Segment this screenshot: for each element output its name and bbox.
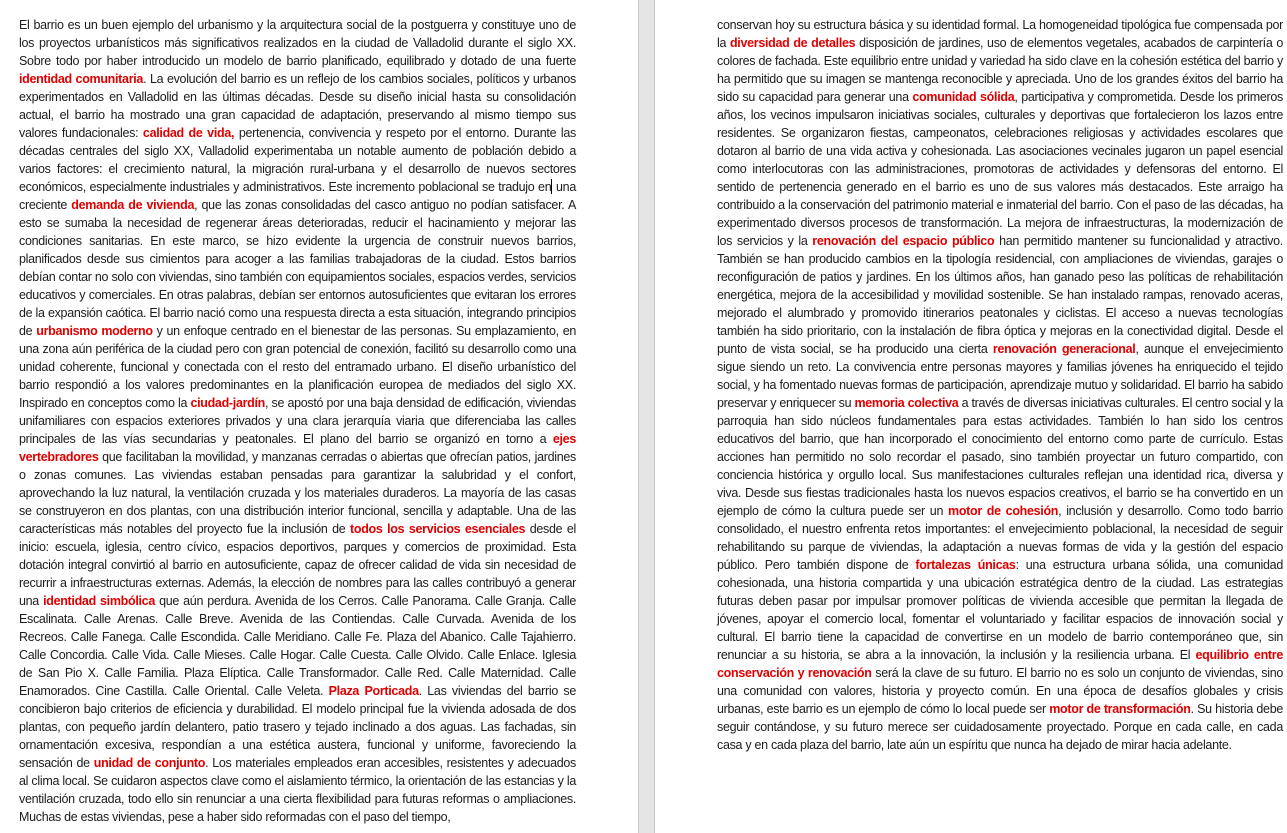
body-text: , aunque el envejecimiento sigue siendo un reto. La convivencia entre personas mayores y familias jóvenes ha enriquecido el tejido social, y ha fomentado nuevas formas de participación, aprendizaje mutuo y solidaridad. El barrio ha sabido preservar y enriquecer su xyxy=(717,342,1284,410)
highlighted-phrase: fortalezas únicas xyxy=(915,558,1016,572)
page-1-text[interactable] xyxy=(0,0,638,826)
body-text: que aún perdura. Avenida de los Cerros. Calle Panorama. Calle Granja. Calle Escalinata. Calle Arenas. Calle Breve. Avenida de las Contiendas. Calle Curvada. Avenida de los Recreos. Calle Fanega. Calle Escondida. Calle Meridiano. Calle Fe. Plaza del Abanico. Calle Tajahierro. Calle Concordia. Calle Vida. Calle Mieses. Calle Hogar. Calle Cuesta. Calle Olvido. Calle Enlace. Iglesia de San Pio X. Calle Familia. Plaza Elíptica. Calle Transformador. Calle Red. Calle Maternidad. Calle Enamorados. Cine Castilla. Calle Oriental. Calle Veleta. xyxy=(19,594,576,698)
body-text: , participativa y comprometida. Desde los primeros años, los vecinos impulsaron iniciativas sociales, culturales y deportivas que fortalecieron los lazos entre residentes. Se organizaron fiestas, campeonatos, celebraciones religiosas y actividades escolares que dotaron al barrio de una vida activa y cohesionada. Las asociaciones vecinales jugaron un papel esencial como interlocutoras con las administraciones, promotoras de actividades y defensoras del entorno. El sentido de pertenencia generado en el barrio es uno de sus valores más destacados. Este arraigo ha contribuido a la conservación del patrimonio material e inmaterial del barrio. Con el paso de las décadas, ha experimentado diversos procesos de transformación. La mejora de infraestructuras, la modernización de los servicios y la xyxy=(717,90,1283,248)
body-text: han permitido mantener su funcionalidad y atractivo. También se han producido cambios en la tipología residencial, con ampliaciones de viviendas, garajes o reconfiguración de patios y jardines. En los últimos años, han ganado peso las políticas de rehabilitación energética, mejora de la accesibilidad y movilidad sostenible. Se han instalado rampas, renovado aceras, mejorado el alumbrado y promovido itinerarios peatonales y ciclistas. El acceso a nuevas tecnologías también ha sido prioritario, con la instalación de fibra óptica y mejoras en la conectividad digital. Desde el punto de vista social, se ha producido una cierta xyxy=(717,234,1283,356)
body-text: , inclusión y desarrollo. Como todo barrio consolidado, el nuestro enfrenta retos importantes: el envejecimiento poblacional, la necesidad de seguir rehabilitando su parque de viviendas, la adaptación a nuevas formas de vida y la gestión del espacio público. Pero también dispone de xyxy=(717,504,1283,572)
body-text: pertenencia, convivencia y respeto por el entorno. Durante las décadas centrales del siglo XX, Valladolid experimentaba un notable aumento de población debido a varios factores: el crecimiento natural, la migración rural-urbana y el desarrollo de nuevos sectores económicos, especialmente industriales y administrativos. Este incremento poblacional se tradujo en xyxy=(19,126,576,194)
body-text: : una estructura urbana sólida, una comunidad cohesionada, una historia compartida y una ubicación estratégica dentro de la ciudad. Las estrategias futuras deben pasar por impulsar promover políticas de vivienda accesible que permitan la llegada de jóvenes, apoyar el comercio local, fomentar el voluntariado y facilitar espacios de innovación social y cultural. El barrio tiene la capacidad de convertirse en un modelo de barrio contemporáneo que, sin renunciar a su historia, se abra a la innovación, la inclusión y la resiliencia urbana. El xyxy=(717,558,1283,662)
body-text: desde el inicio: escuela, iglesia, centro cívico, espacios deportivos, parques y comercios de proximidad. Esta dotación integral convirtió al barrio en autosuficiente, capaz de ofrecer calidad de vida sin necesidad de recurrir a infraestructuras externas. Además, la elección de nombres para las calles contribuyó a generar una xyxy=(19,522,576,608)
body-text: . La evolución del barrio es un reflejo de los cambios sociales, políticos y urbanos experimentados en Valladolid en las últimas décadas. Desde su diseño inicial hasta su consolidación actual, el barrio ha mostrado una gran capacidad de adaptación, preservando al mismo tiempo sus valores fundacionales: xyxy=(19,72,576,140)
highlighted-phrase: todos los servicios esenciales xyxy=(350,522,526,536)
highlighted-phrase: urbanismo moderno xyxy=(36,324,153,338)
highlighted-phrase: identidad simbólica xyxy=(43,594,155,608)
highlighted-phrase: renovación del espacio público xyxy=(812,234,995,248)
body-text: El barrio es un buen ejemplo del urbanismo y la arquitectura social de la postguerra y constituye uno de los proyectos urbanísticos más significativos realizados en la ciudad de Valladolid durante el siglo XX. Sobre todo por haber introducido un modelo de barrio planificado, equilibrado y dotado de una fuerte xyxy=(19,18,576,68)
highlighted-phrase: unidad de conjunto xyxy=(93,756,206,770)
highlighted-phrase: ejes vertebradores xyxy=(19,432,576,464)
body-text: . Las viviendas del barrio se concibieron bajo criterios de eficiencia y durabilidad. El modelo principal fue la vivienda adosada de dos plantas, con pequeño jardín delantero, patio trasero y tejado inclinado a dos aguas. Las fachadas, sin ornamentación excesiva, respondían a una estética austera, funcional y uniforme, favoreciendo la sensación de xyxy=(19,684,576,770)
highlighted-phrase: memoria colectiva xyxy=(854,396,959,410)
highlighted-phrase: identidad comunitaria xyxy=(19,72,144,86)
body-text: que facilitaban la movilidad, y manzanas cerradas o abiertas que ofrecían patios, jardines o zonas comunes. Las viviendas estaban pensadas para garantizar la salubridad y el confort, aprovechando la luz natural, la ventilación cruzada y los materiales duraderos. La mayoría de las casas se construyeron en dos plantas, con una distribución interior funcional, sencilla y adaptable. Una de las características más notables del proyecto fue la inclusión de xyxy=(19,450,576,536)
highlighted-phrase: Plaza Porticada xyxy=(328,684,419,698)
page-gap xyxy=(638,0,655,833)
highlighted-phrase: renovación generacional xyxy=(992,342,1136,356)
highlighted-phrase: calidad de vida, xyxy=(142,126,235,140)
body-text: , se apostó por una baja densidad de edificación, viviendas unifamiliares con espacios exteriores privados y una clara jerarquía viaria que diferenciaba las calles principales de las vías secundarias y peatonales. El plano del barrio se organizó en torno a xyxy=(19,396,577,446)
highlighted-phrase: ciudad-jardín xyxy=(190,396,266,410)
highlighted-phrase: equilibrio entre conservación y renovación xyxy=(717,648,1283,680)
body-text: . Su historia debe seguir contándose, y su futuro merece ser cuidadosamente proyectado. Porque en cada calle, en cada casa y en cada plaza del barrio, late aún un espíritu que nunca ha dejado de mirar hacia adelante. xyxy=(717,702,1283,752)
highlighted-phrase: motor de transformación xyxy=(1049,702,1191,716)
highlighted-phrase: comunidad sólida xyxy=(912,90,1015,104)
body-text: disposición de jardines, uso de elementos vegetales, acabados de carpintería o colores de fachada. Este equilibrio entre unidad y variedad ha sido clave en la cohesión estética del barrio y ha permitido que su imagen se mantenga reconocible y apreciada. Uno de los grandes éxitos del barrio ha sido su capacidad para generar una xyxy=(717,36,1283,104)
body-text: conservan hoy su estructura básica y su identidad formal. La homogeneidad tipológica fue compensada por la xyxy=(717,18,1283,50)
body-text: será la clave de su futuro. El barrio no es solo un conjunto de viviendas, sino una comunidad con valores, historia y proyecto común. En una época de desafíos globales y crisis urbanas, este barrio es un ejemplo de cómo lo local puede ser xyxy=(717,666,1283,716)
highlighted-phrase: motor de cohesión xyxy=(948,504,1059,518)
body-text: . Los materiales empleados eran accesibles, resistentes y adecuados al clima local. Se cuidaron aspectos clave como el aislamiento térmico, la orientación de las estancias y la ventilación cruzada, todo ello sin renunciar a una cierta flexibilidad para futuras reformas o ampliaciones. Muchas de estas viviendas, pese a haber sido reformadas con el paso del tiempo, xyxy=(19,756,576,824)
body-text: y un enfoque centrado en el bienestar de las personas. Su emplazamiento, en una zona aún periférica de la ciudad pero con gran potencial de conexión, facilitó su desarrollo como una unidad coherente, funcional y conectada con el resto del entramado urbano. El diseño urbanístico del barrio respondió a los valores predominantes en la planificación europea de mediados del siglo XX. Inspirado en conceptos como la xyxy=(19,324,576,410)
highlighted-phrase: diversidad de detalles xyxy=(729,36,856,50)
page-1[interactable] xyxy=(0,0,638,833)
highlighted-phrase: demanda de vivienda xyxy=(71,198,195,212)
page-2-text[interactable] xyxy=(655,0,1287,754)
body-text: a través de diversas iniciativas culturales. El centro social y la parroquia han sido núcleos fundamentales para estas actividades. También lo han sido los centros educativos del barrio, que han incorporado el conocimiento del entorno como parte de currículo. Estas acciones han permitido no solo recordar el pasado, sino también proyectar un futuro compartido, con conciencia histórica y orgullo local. Sus manifestaciones culturales reflejan una identidad rica, diversa y viva. Desde sus fiestas tradicionales hasta los nuevos espacios creativos, el barrio se ha convertido en un ejemplo de cómo la cultura puede ser un xyxy=(717,396,1284,518)
page-2[interactable] xyxy=(655,0,1287,833)
body-text: , que las zonas consolidadas del casco antiguo no podían satisfacer. A esto se sumaba la necesidad de regenerar áreas deterioradas, reducir el hacinamiento y mejorar las condiciones sanitarias. En este marco, se hizo evidente la urgencia de construir nuevos barrios, planificados desde sus cimientos para acoger a las familias trabajadoras de la ciudad. Estos barrios debían contar no solo con viviendas, sino también con equipamientos sociales, espacios verdes, servicios educativos y comerciales. En otras palabras, debían ser entornos autosuficientes que evitaran los errores de la expansión caótica. El barrio nació como una respuesta directa a esta situación, integrando principios de xyxy=(19,198,576,338)
body-text: una creciente xyxy=(19,180,576,212)
